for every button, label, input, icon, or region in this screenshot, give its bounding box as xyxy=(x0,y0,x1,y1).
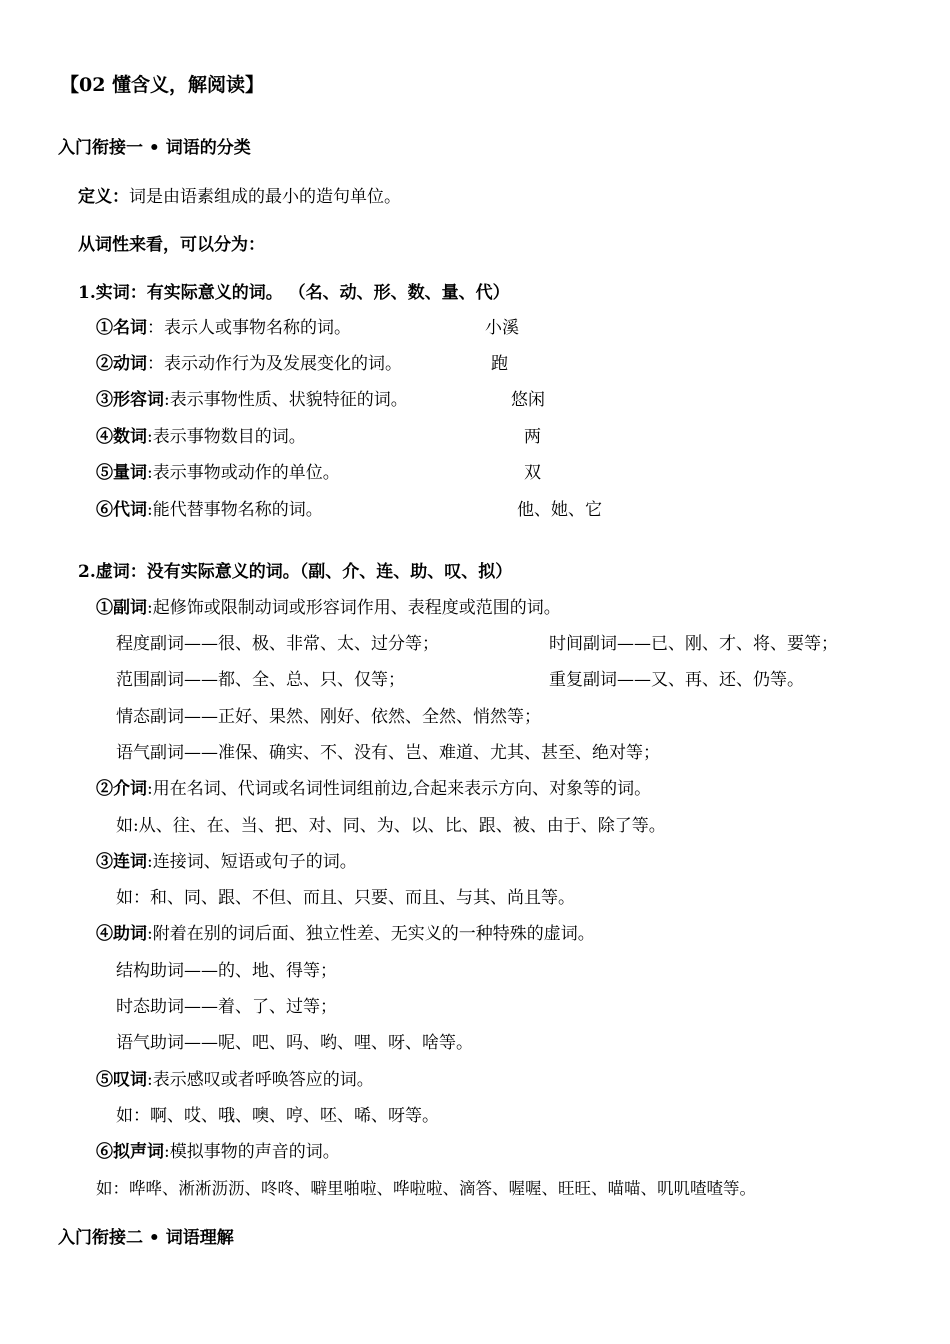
classifier-line xyxy=(96,462,340,484)
aspect-particles: 时态助词——着、了、过等； xyxy=(116,997,337,1017)
interjection-text: :表示感叹或者呼唤答应的词。 xyxy=(147,1070,374,1090)
interjection-label: ⑤叹词 xyxy=(96,1070,147,1090)
section-heading-2: 入门衔接二 • 词语理解 xyxy=(58,1228,234,1248)
conjunction-label: ③连词 xyxy=(96,852,147,872)
pronoun-line xyxy=(96,499,323,521)
classifier-text: :表示事物或动作的单位。 xyxy=(147,463,340,483)
definition-line xyxy=(78,186,401,208)
adjective-example: 悠闲 xyxy=(511,390,545,410)
adjective-text: :表示事物性质、状貌特征的词。 xyxy=(164,390,408,410)
pronoun-example: 他、她、它 xyxy=(517,500,602,520)
pronoun-text: :能代替事物名称的词。 xyxy=(147,500,323,520)
onomatopoeia-text: :模拟事物的声音的词。 xyxy=(164,1142,340,1162)
verb-example: 跑 xyxy=(491,354,508,374)
repeat-adverbs: 重复副词——又、再、还、仍等。 xyxy=(549,670,804,690)
classifier-label: ⑤量词 xyxy=(96,463,147,483)
structural-particles: 结构助词——的、地、得等； xyxy=(116,961,337,981)
numeral-text: :表示事物数目的词。 xyxy=(147,427,306,447)
degree-adverbs: 程度副词——很、极、非常、太、过分等； xyxy=(116,634,439,654)
scope-adverbs: 范围副词——都、全、总、只、仅等； xyxy=(116,670,405,690)
section-heading-1: 入门衔接一 • 词语的分类 xyxy=(58,138,251,158)
manner-adverbs: 情态副词——正好、果然、刚好、依然、全然、悄然等； xyxy=(116,707,541,727)
noun-example: 小溪 xyxy=(485,318,519,338)
definition-label: 定义： xyxy=(78,187,129,207)
pos-intro: 从词性来看，可以分为： xyxy=(78,235,265,255)
pronoun-label: ⑥代词 xyxy=(96,500,147,520)
numeral-example: 两 xyxy=(524,427,541,447)
time-adverbs: 时间副词——已、刚、才、将、要等； xyxy=(549,634,838,654)
adjective-line xyxy=(96,389,408,411)
adverb-text: :起修饰或限制动词或形容词作用、表程度或范围的词。 xyxy=(147,598,561,618)
definition-text: 词是由语素组成的最小的造句单位。 xyxy=(129,187,401,207)
preposition-line xyxy=(96,778,651,800)
particle-line xyxy=(96,923,595,945)
interjection-example: 如：啊、哎、哦、噢、哼、呸、唏、呀等。 xyxy=(116,1106,439,1126)
interjection-line xyxy=(96,1069,374,1091)
modal-particles: 语气助词——呢、吧、吗、哟、哩、呀、啥等。 xyxy=(116,1033,473,1053)
classifier-example: 双 xyxy=(524,463,541,483)
adjective-label: ③形容词 xyxy=(96,390,164,410)
adverb-label: ①副词 xyxy=(96,598,147,618)
preposition-example: 如:从、往、在、当、把、对、同、为、以、比、跟、被、由于、除了等。 xyxy=(116,816,666,836)
numeral-label: ④数词 xyxy=(96,427,147,447)
mood-adverbs: 语气副词——准保、确实、不、没有、岂、难道、尤其、甚至、绝对等； xyxy=(116,743,660,763)
noun-line xyxy=(96,317,351,339)
conjunction-example: 如：和、同、跟、不但、而且、只要、而且、与其、尚且等。 xyxy=(116,888,575,908)
conjunction-line xyxy=(96,851,357,873)
preposition-text: :用在名词、代词或名词性词组前边,合起来表示方向、对象等的词。 xyxy=(147,779,652,799)
particle-text: :附着在别的词后面、独立性差、无实义的一种特殊的虚词。 xyxy=(147,924,595,944)
onomatopoeia-line xyxy=(96,1141,340,1163)
content-words-heading: 1.实词：有实际意义的词。 （名、动、形、数、量、代） xyxy=(78,283,510,303)
particle-label: ④助词 xyxy=(96,924,147,944)
conjunction-text: :连接词、短语或句子的词。 xyxy=(147,852,357,872)
verb-label: ②动词 xyxy=(96,354,147,374)
noun-label: ①名词 xyxy=(96,318,147,338)
preposition-label: ②介词 xyxy=(96,779,147,799)
verb-text: ：表示动作行为及发展变化的词。 xyxy=(147,354,402,374)
page-title: 【02 懂含义，解阅读】 xyxy=(60,74,265,96)
noun-text: ：表示人或事物名称的词。 xyxy=(147,318,351,338)
function-words-heading: 2.虚词：没有实际意义的词。（副、介、连、助、叹、拟） xyxy=(78,562,513,582)
onomatopoeia-example: 如：哗哗、淅淅沥沥、咚咚、噼里啪啦、哗啦啦、滴答、喔喔、旺旺、喵喵、叽叽喳喳等。 xyxy=(96,1179,756,1198)
numeral-line xyxy=(96,426,306,448)
adverb-line xyxy=(96,597,561,619)
verb-line xyxy=(96,353,402,375)
onomatopoeia-label: ⑥拟声词 xyxy=(96,1142,164,1162)
